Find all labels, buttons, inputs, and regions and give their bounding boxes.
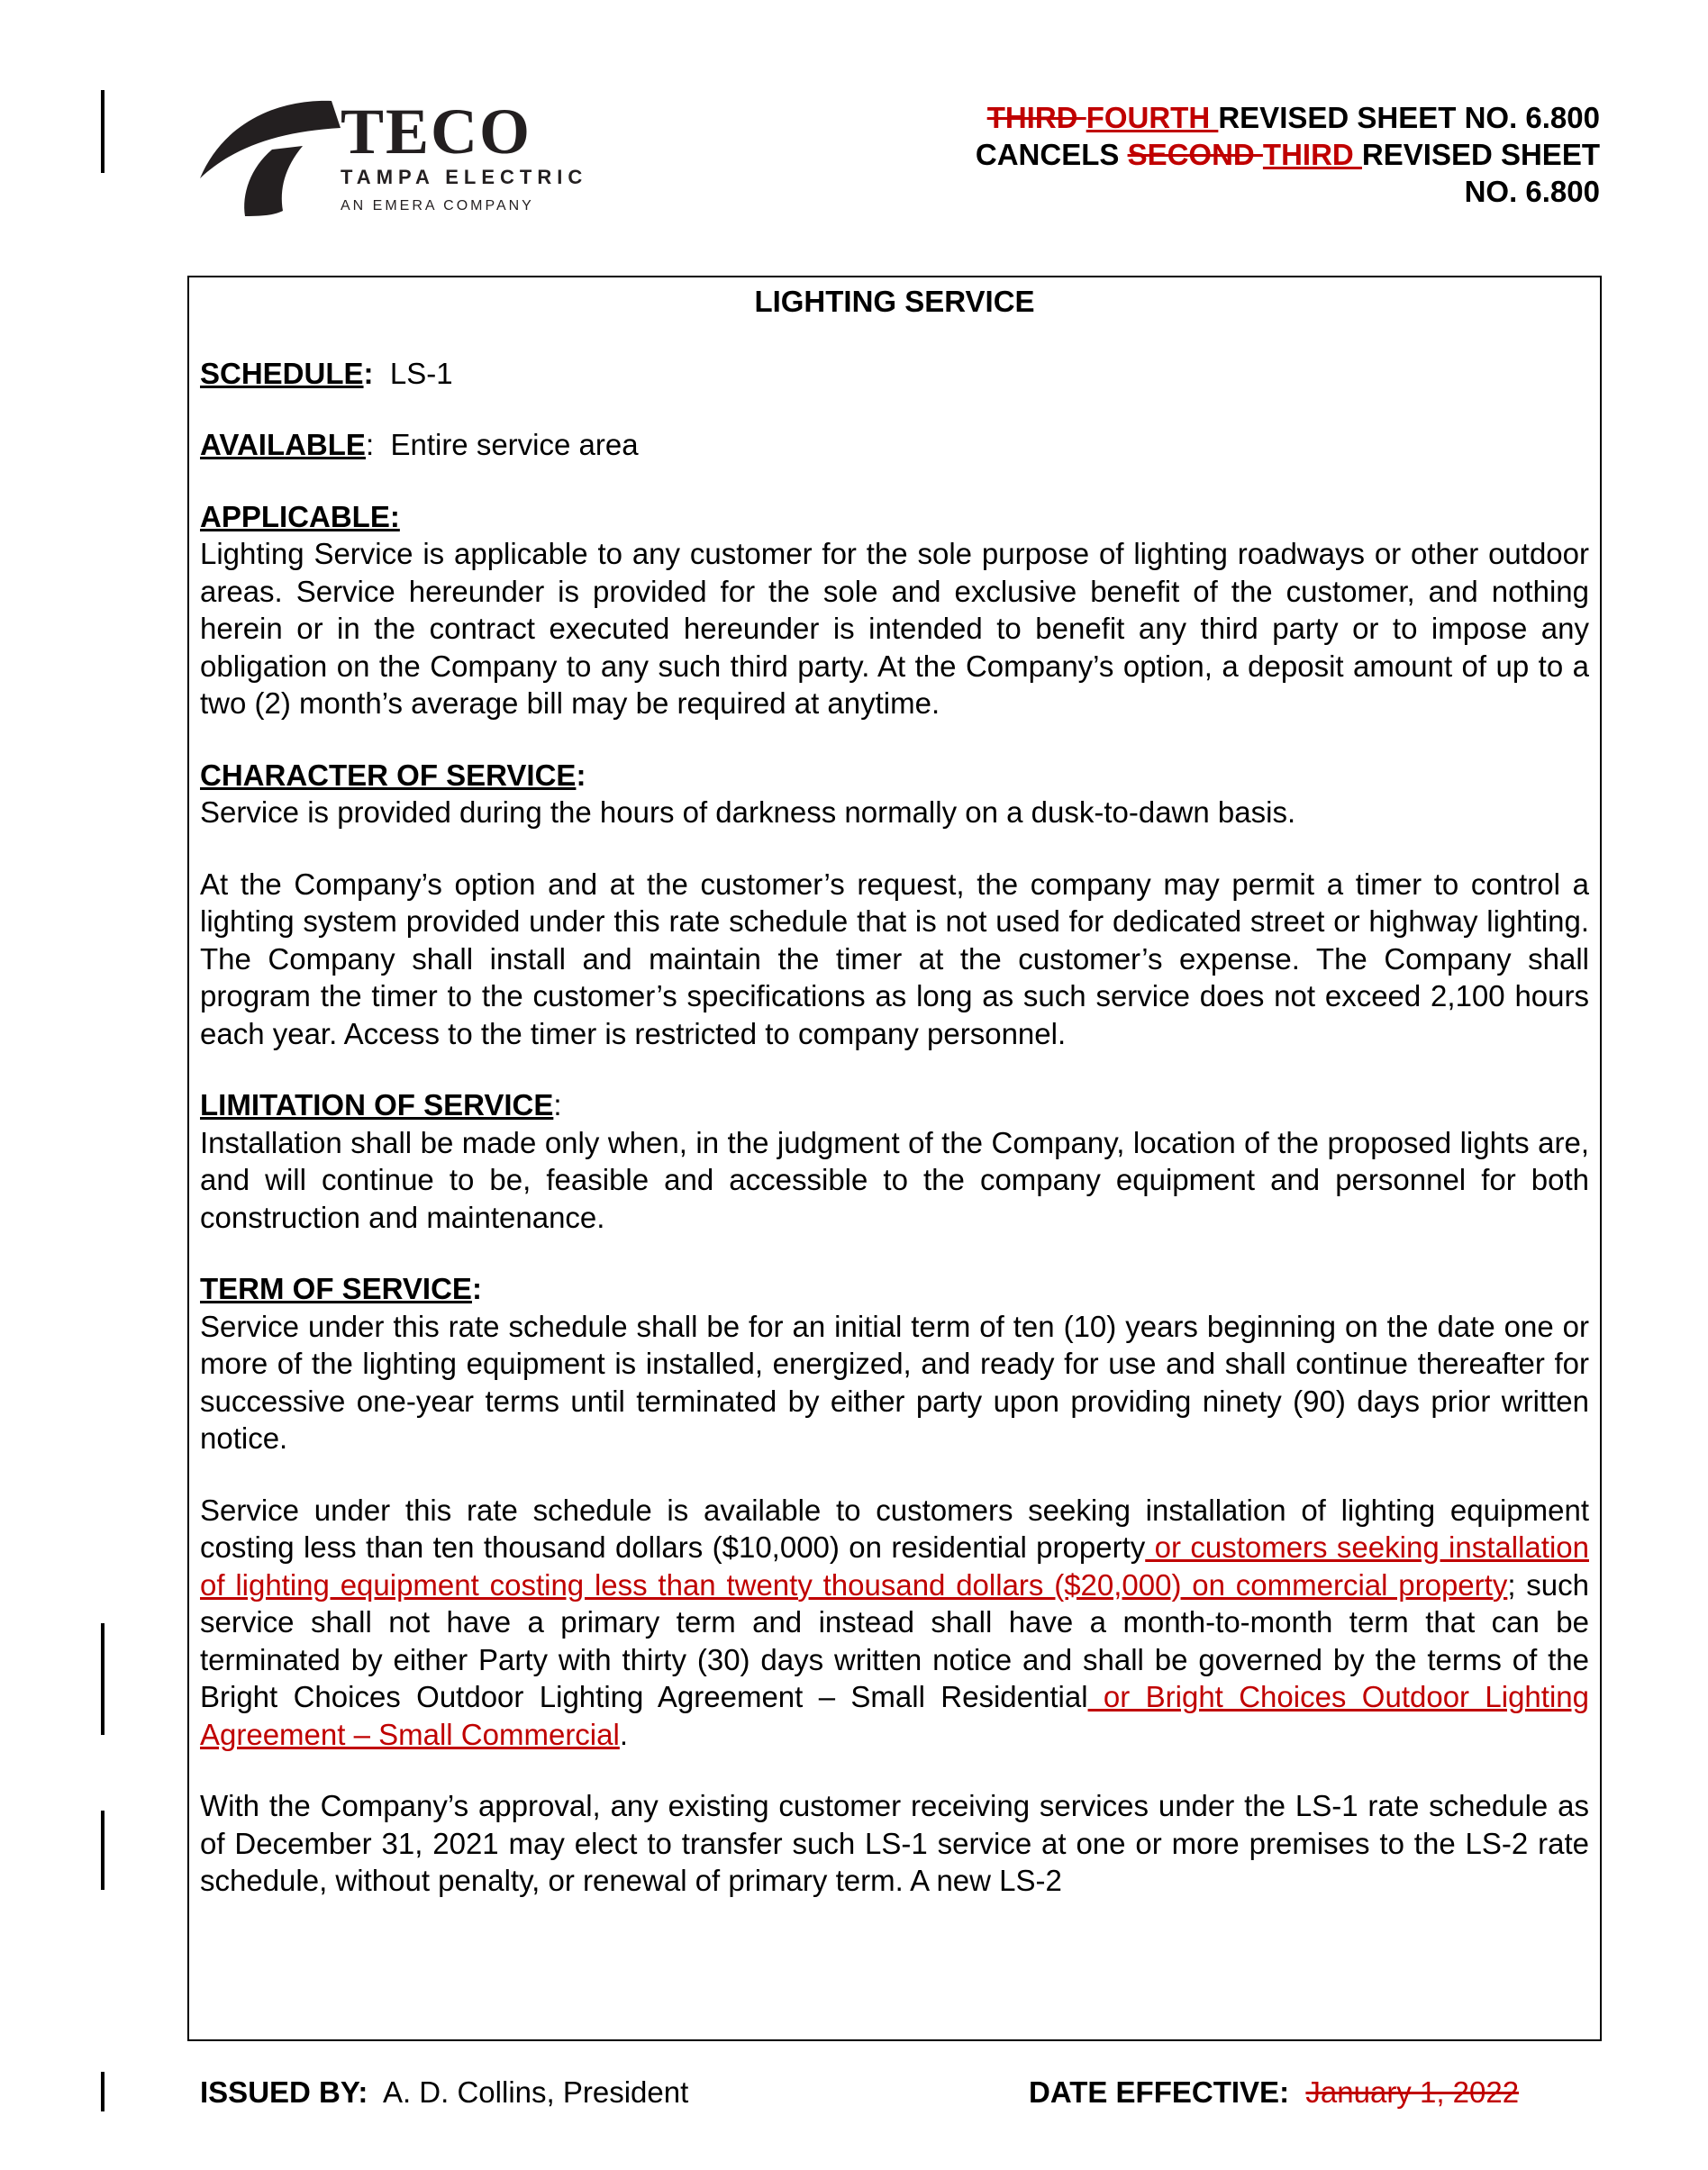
change-bar-term-1 [101,1623,104,1735]
logo-parent: AN EMERA COMPANY [341,198,534,213]
character-heading: CHARACTER OF SERVICE [200,758,577,792]
logo-brand: TECO [341,95,532,168]
sheet-header [976,99,1600,210]
term-text-2b: ; such service shall not have a primary term and instead shall have a month-to-month term that can be terminated by either Party with thirty (30) days written notice and shall be governed by the terms of the Bright Choices Outdoor Lighting Agreement – Small Residential [200,1567,1589,1713]
header-inserted-2: THIRD [1262,138,1362,171]
issued-value: A. D. Collins, President [382,2075,689,2109]
header-deleted-1: THIRD [986,101,1086,134]
character-text-2: At the Company’s option and at the customer’s request, the company may permit a timer to control a lighting system provided under this rate schedule that is not used for dedicated street or highway lighting. The Company shall install and maintain the timer at the customer’s expense. The Company shall program the timer to the customer’s specifications as long as such service does not exceed 2,100 hours each year. Access to the timer is restricted to company personnel. [200,867,1589,1050]
term-text-2a: Service under this rate schedule is available to customers seeking installation of lighting equipment costing less than ten thousand dollars ($10,000) on residential property [200,1493,1589,1564]
header-deleted-2: SECOND [1127,138,1263,171]
term-heading: TERM OF SERVICE [200,1272,472,1305]
term-text-3: With the Company’s approval, any existing customer receiving services under the LS-1 rate schedule as of December 31, 2021 may elect to transfer such LS-1 service at one or more premises to the LS-2 rate schedule, without penalty, or renewal of primary term. A new LS-2 [200,1789,1589,1897]
limitation-heading: LIMITATION OF SERVICE [200,1088,554,1121]
header-line2-rest: REVISED SHEET [1361,138,1600,171]
applicable-heading: APPLICABLE: [200,499,400,533]
character-text-1: Service is provided during the hours of darkness normally on a dusk-to-dawn basis. [200,795,1296,829]
term-heading-line: TERM OF SERVICE: [200,1272,482,1305]
date-deleted: January 1, 2022 [1305,2075,1520,2109]
issued-label: ISSUED BY: [200,2075,368,2109]
header-line1-rest: REVISED SHEET NO. 6.800 [1218,101,1600,134]
schedule-line: SCHEDULE: LS-1 [200,356,453,390]
term-inserted-1: or customers seeking installation of lighting equipment costing less than twenty thousand dollars ($20,000) on commercial property [200,1530,1589,1602]
tariff-content [200,277,1589,1900]
change-bar-footer [101,2072,104,2111]
available-line: AVAILABLE: Entire service area [200,428,639,461]
teco-logo [196,95,647,222]
term-text-1: Service under this rate schedule shall be for an initial term of ten (10) years beginning on the date one or more of the lighting equipment is installed, energized, and ready for use and shall continue thereafter for successive one-year terms until terminated by either party upon providing ninety (90) days prior written notice. [200,1309,1589,1455]
limitation-text: Installation shall be made only when, in the judgment of the Company, location of the proposed lights are, and will continue to be, feasible and accessible to the company equipment and personnel for both construction and maintenance. [200,1125,1589,1234]
available-value: Entire service area [390,428,639,461]
limitation-heading-line: LIMITATION OF SERVICE: [200,1088,562,1121]
term-text-2 [200,1492,1589,1754]
schedule-label: SCHEDULE [200,356,364,390]
available-label: AVAILABLE [200,428,366,461]
term-text-2c: . [619,1717,628,1751]
header-line2-prefix: CANCELS [975,138,1128,171]
logo-company: TAMPA ELECTRIC [341,166,588,188]
page-title: LIGHTING SERVICE [754,285,1035,318]
header-line3: NO. 6.800 [1464,175,1600,208]
tariff-frame [187,276,1602,2041]
footer-date [1029,2075,1519,2110]
schedule-value: LS-1 [389,356,453,390]
header-inserted-1: FOURTH [1086,101,1219,134]
applicable-text: Lighting Service is applicable to any customer for the sole purpose of lighting roadways or other outdoor areas. Service hereunder is provided for the sole and exclusive benefit of the customer, and nothing herein or in the contract executed hereunder is intended to benefit any third party or to impose any obligation on the Company to any such third party. At the Company’s option, a deposit amount of up to a two (2) month’s average bill may be required at anytime. [200,537,1589,720]
teco-swoosh-icon [196,95,350,222]
character-heading-line: CHARACTER OF SERVICE: [200,758,586,792]
footer-issued [200,2075,688,2110]
date-label: DATE EFFECTIVE: [1029,2075,1290,2109]
change-bar-term-2 [101,1811,104,1890]
term-inserted-2: or Bright Choices Outdoor Lighting Agreement – Small Commercial [200,1680,1589,1751]
change-bar-header [101,90,104,173]
